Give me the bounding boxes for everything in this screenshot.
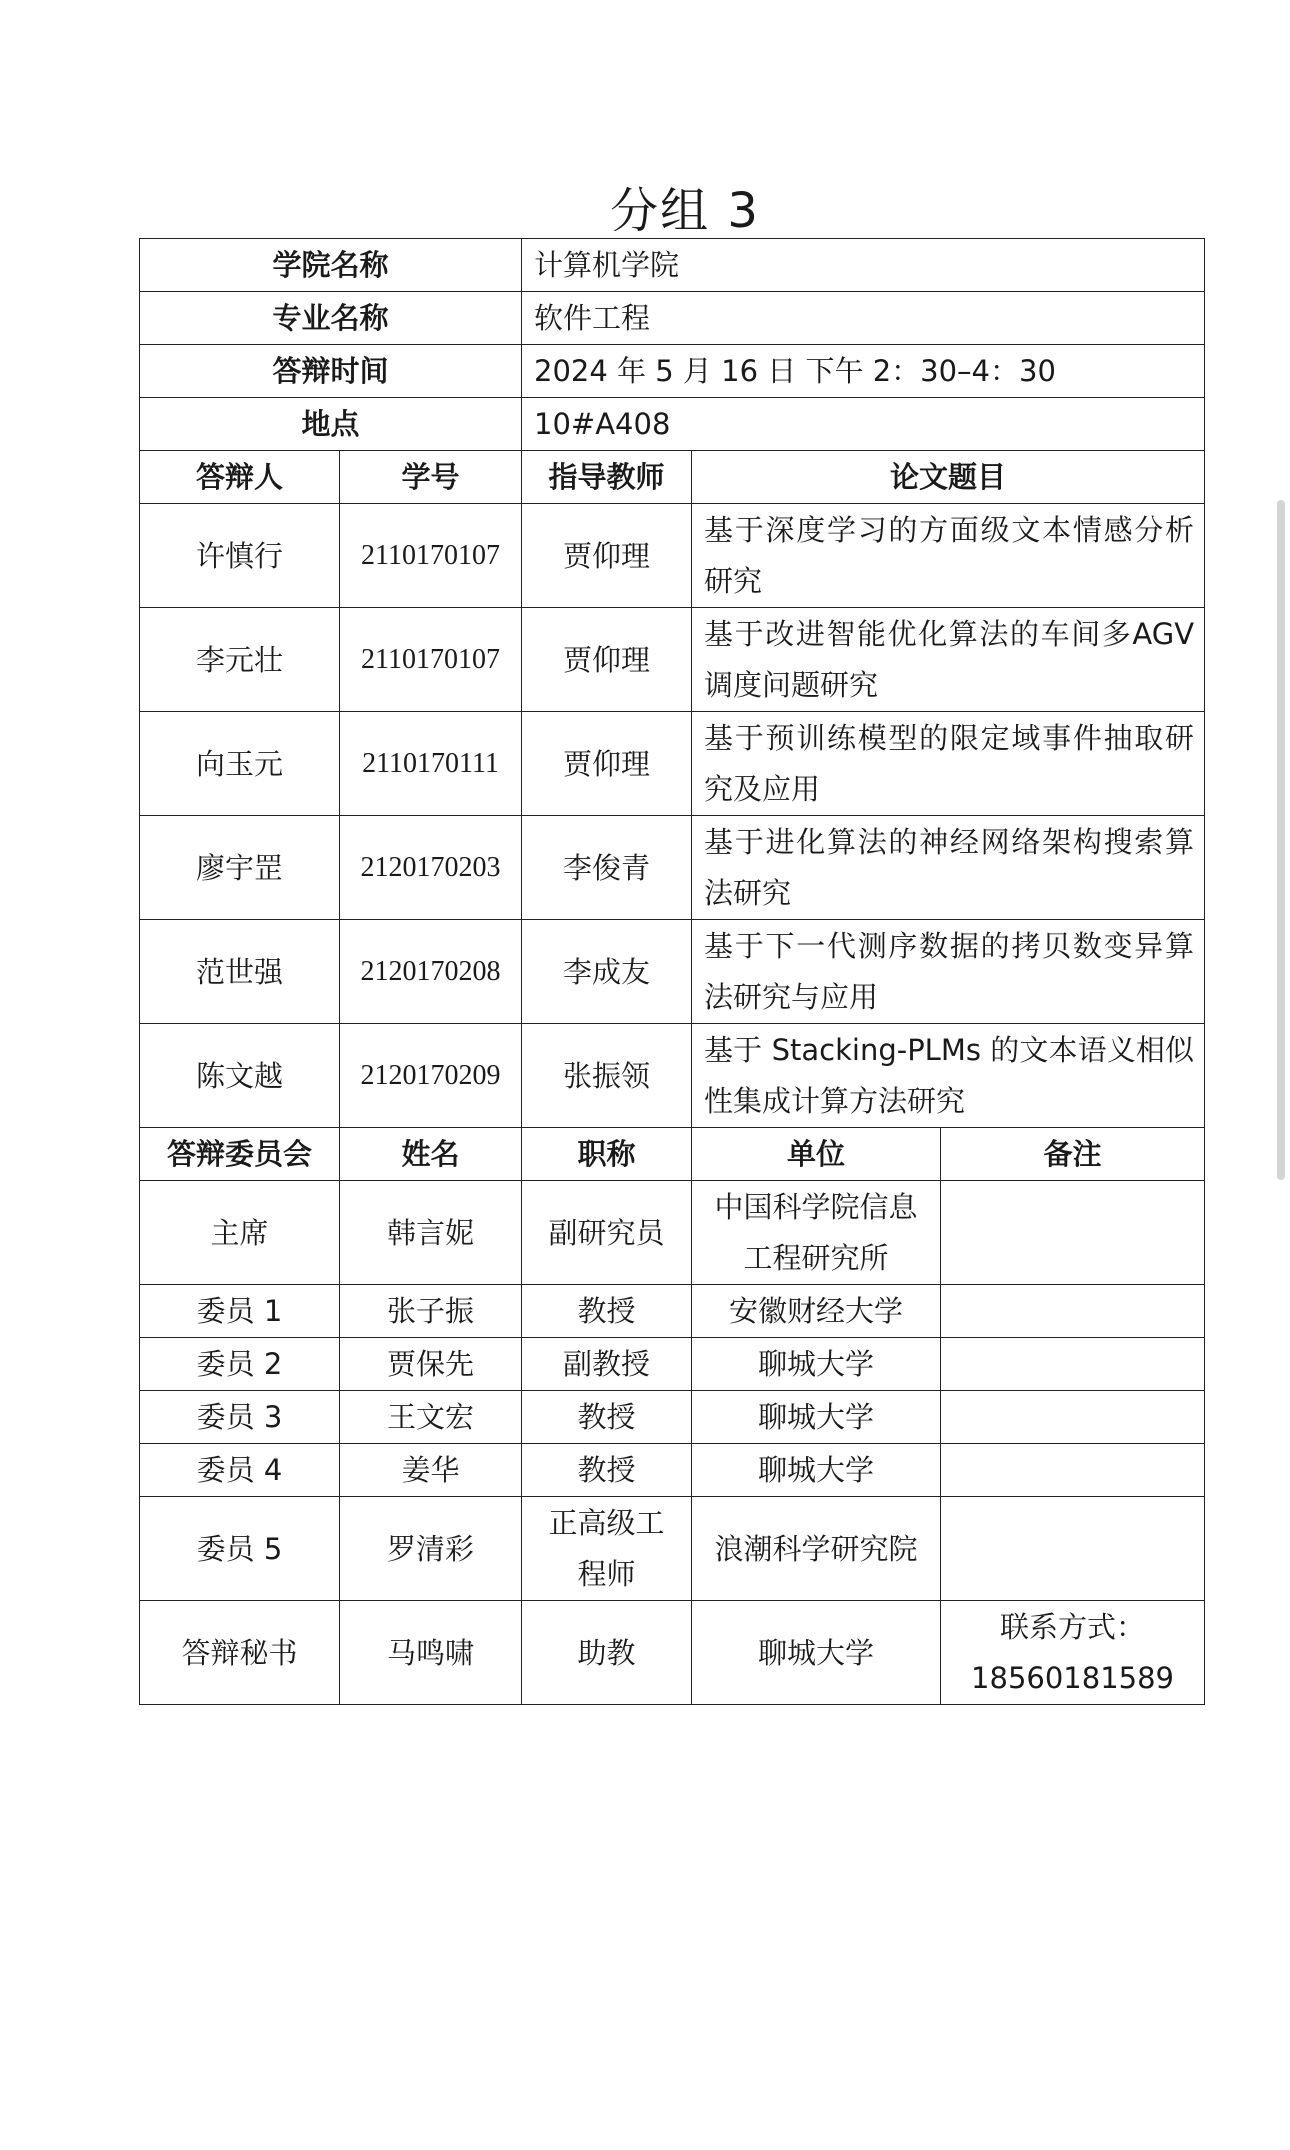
header-thesis: 论文题目 xyxy=(692,451,1205,504)
thesis-text: 基于改进智能优化算法的车间多AGV 调度问题研究 xyxy=(704,616,1195,702)
student-id: 2110170107 xyxy=(340,504,522,608)
student-advisor: 李俊青 xyxy=(522,816,692,920)
time-value: 2024 年 5 月 16 日 下午 2：30–4：30 xyxy=(522,345,1205,398)
major-value: 软件工程 xyxy=(522,292,1205,345)
committee-name: 贾保先 xyxy=(340,1338,522,1391)
major-label: 专业名称 xyxy=(140,292,522,345)
title-line: 程师 xyxy=(577,1556,636,1591)
student-name: 陈文越 xyxy=(140,1024,340,1128)
committee-role: 答辩秘书 xyxy=(140,1601,340,1705)
title-line: 正高级工 xyxy=(548,1505,665,1540)
committee-title: 教授 xyxy=(522,1444,692,1497)
committee-unit: 聊城大学 xyxy=(692,1338,941,1391)
thesis-text: 基于预训练模型的限定域事件抽取研究及应用 xyxy=(704,720,1195,806)
student-id: 2110170107 xyxy=(340,608,522,712)
committee-title: 教授 xyxy=(522,1285,692,1338)
thesis-text: 基于进化算法的神经网络架构搜索算法研究 xyxy=(704,824,1195,910)
header-committee-unit: 单位 xyxy=(692,1128,941,1181)
committee-note xyxy=(941,1285,1205,1338)
student-name: 范世强 xyxy=(140,920,340,1024)
page-title: 分组 3 xyxy=(610,183,760,239)
student-row xyxy=(140,712,1205,816)
committee-unit xyxy=(692,1181,941,1285)
committee-unit: 聊城大学 xyxy=(692,1391,941,1444)
header-committee-role: 答辩委员会 xyxy=(140,1128,340,1181)
committee-title: 教授 xyxy=(522,1391,692,1444)
header-committee-name: 姓名 xyxy=(340,1128,522,1181)
students-header-row xyxy=(140,451,1205,504)
unit-line: 工程研究所 xyxy=(743,1240,889,1275)
student-name: 许慎行 xyxy=(140,504,340,608)
student-name: 李元壮 xyxy=(140,608,340,712)
thesis-text: 基于 Stacking-PLMs 的文本语义相似性集成计算方法研究 xyxy=(704,1032,1195,1118)
committee-row xyxy=(140,1181,1205,1285)
committee-row xyxy=(140,1338,1205,1391)
header-student-id: 学号 xyxy=(340,451,522,504)
student-name: 向玉元 xyxy=(140,712,340,816)
student-row xyxy=(140,504,1205,608)
header-student-name: 答辩人 xyxy=(140,451,340,504)
committee-row xyxy=(140,1601,1205,1705)
committee-title: 助教 xyxy=(522,1601,692,1705)
committee-name: 张子振 xyxy=(340,1285,522,1338)
committee-header-row xyxy=(140,1128,1205,1181)
scrollbar[interactable] xyxy=(1277,500,1285,1180)
committee-role: 委员 4 xyxy=(140,1444,340,1497)
student-advisor: 张振领 xyxy=(522,1024,692,1128)
committee-unit: 安徽财经大学 xyxy=(692,1285,941,1338)
student-thesis xyxy=(692,712,1205,816)
committee-name: 王文宏 xyxy=(340,1391,522,1444)
college-value: 计算机学院 xyxy=(522,239,1205,292)
student-advisor: 贾仰理 xyxy=(522,712,692,816)
student-id: 2120170203 xyxy=(340,816,522,920)
place-label: 地点 xyxy=(140,398,522,451)
committee-role: 委员 1 xyxy=(140,1285,340,1338)
committee-name: 韩言妮 xyxy=(340,1181,522,1285)
committee-row xyxy=(140,1391,1205,1444)
committee-role: 委员 3 xyxy=(140,1391,340,1444)
college-row xyxy=(140,239,1205,292)
committee-name: 罗清彩 xyxy=(340,1497,522,1601)
student-advisor: 李成友 xyxy=(522,920,692,1024)
committee-note xyxy=(941,1601,1205,1705)
committee-name: 马鸣啸 xyxy=(340,1601,522,1705)
committee-unit: 聊城大学 xyxy=(692,1444,941,1497)
student-name: 廖宇罡 xyxy=(140,816,340,920)
unit-line: 中国科学院信息 xyxy=(714,1189,918,1224)
header-advisor: 指导教师 xyxy=(522,451,692,504)
committee-role: 主席 xyxy=(140,1181,340,1285)
thesis-text: 基于深度学习的方面级文本情感分析研究 xyxy=(704,512,1195,598)
student-advisor: 贾仰理 xyxy=(522,504,692,608)
header-committee-title: 职称 xyxy=(522,1128,692,1181)
time-row xyxy=(140,345,1205,398)
student-thesis xyxy=(692,816,1205,920)
committee-title xyxy=(522,1497,692,1601)
committee-row xyxy=(140,1444,1205,1497)
committee-note xyxy=(941,1497,1205,1601)
committee-note xyxy=(941,1181,1205,1285)
student-id: 2120170208 xyxy=(340,920,522,1024)
committee-title: 副研究员 xyxy=(522,1181,692,1285)
header-committee-note: 备注 xyxy=(941,1128,1205,1181)
thesis-text: 基于下一代测序数据的拷贝数变异算法研究与应用 xyxy=(704,928,1195,1014)
contact-label: 联系方式： xyxy=(1000,1609,1146,1644)
defense-table xyxy=(139,238,1205,1705)
student-thesis xyxy=(692,504,1205,608)
committee-role: 委员 2 xyxy=(140,1338,340,1391)
student-row xyxy=(140,608,1205,712)
time-label: 答辩时间 xyxy=(140,345,522,398)
committee-role: 委员 5 xyxy=(140,1497,340,1601)
committee-note xyxy=(941,1391,1205,1444)
college-label: 学院名称 xyxy=(140,239,522,292)
committee-title: 副教授 xyxy=(522,1338,692,1391)
student-thesis xyxy=(692,608,1205,712)
committee-row xyxy=(140,1497,1205,1601)
student-id: 2110170111 xyxy=(340,712,522,816)
committee-note xyxy=(941,1338,1205,1391)
committee-note xyxy=(941,1444,1205,1497)
committee-unit: 浪潮科学研究院 xyxy=(692,1497,941,1601)
committee-row xyxy=(140,1285,1205,1338)
student-row xyxy=(140,920,1205,1024)
student-thesis xyxy=(692,1024,1205,1128)
major-row xyxy=(140,292,1205,345)
committee-name: 姜华 xyxy=(340,1444,522,1497)
student-row xyxy=(140,816,1205,920)
student-thesis xyxy=(692,920,1205,1024)
place-value: 10#A408 xyxy=(522,398,1205,451)
student-advisor: 贾仰理 xyxy=(522,608,692,712)
place-row xyxy=(140,398,1205,451)
contact-phone: 18560181589 xyxy=(971,1660,1175,1695)
committee-unit: 聊城大学 xyxy=(692,1601,941,1705)
student-row xyxy=(140,1024,1205,1128)
student-id: 2120170209 xyxy=(340,1024,522,1128)
